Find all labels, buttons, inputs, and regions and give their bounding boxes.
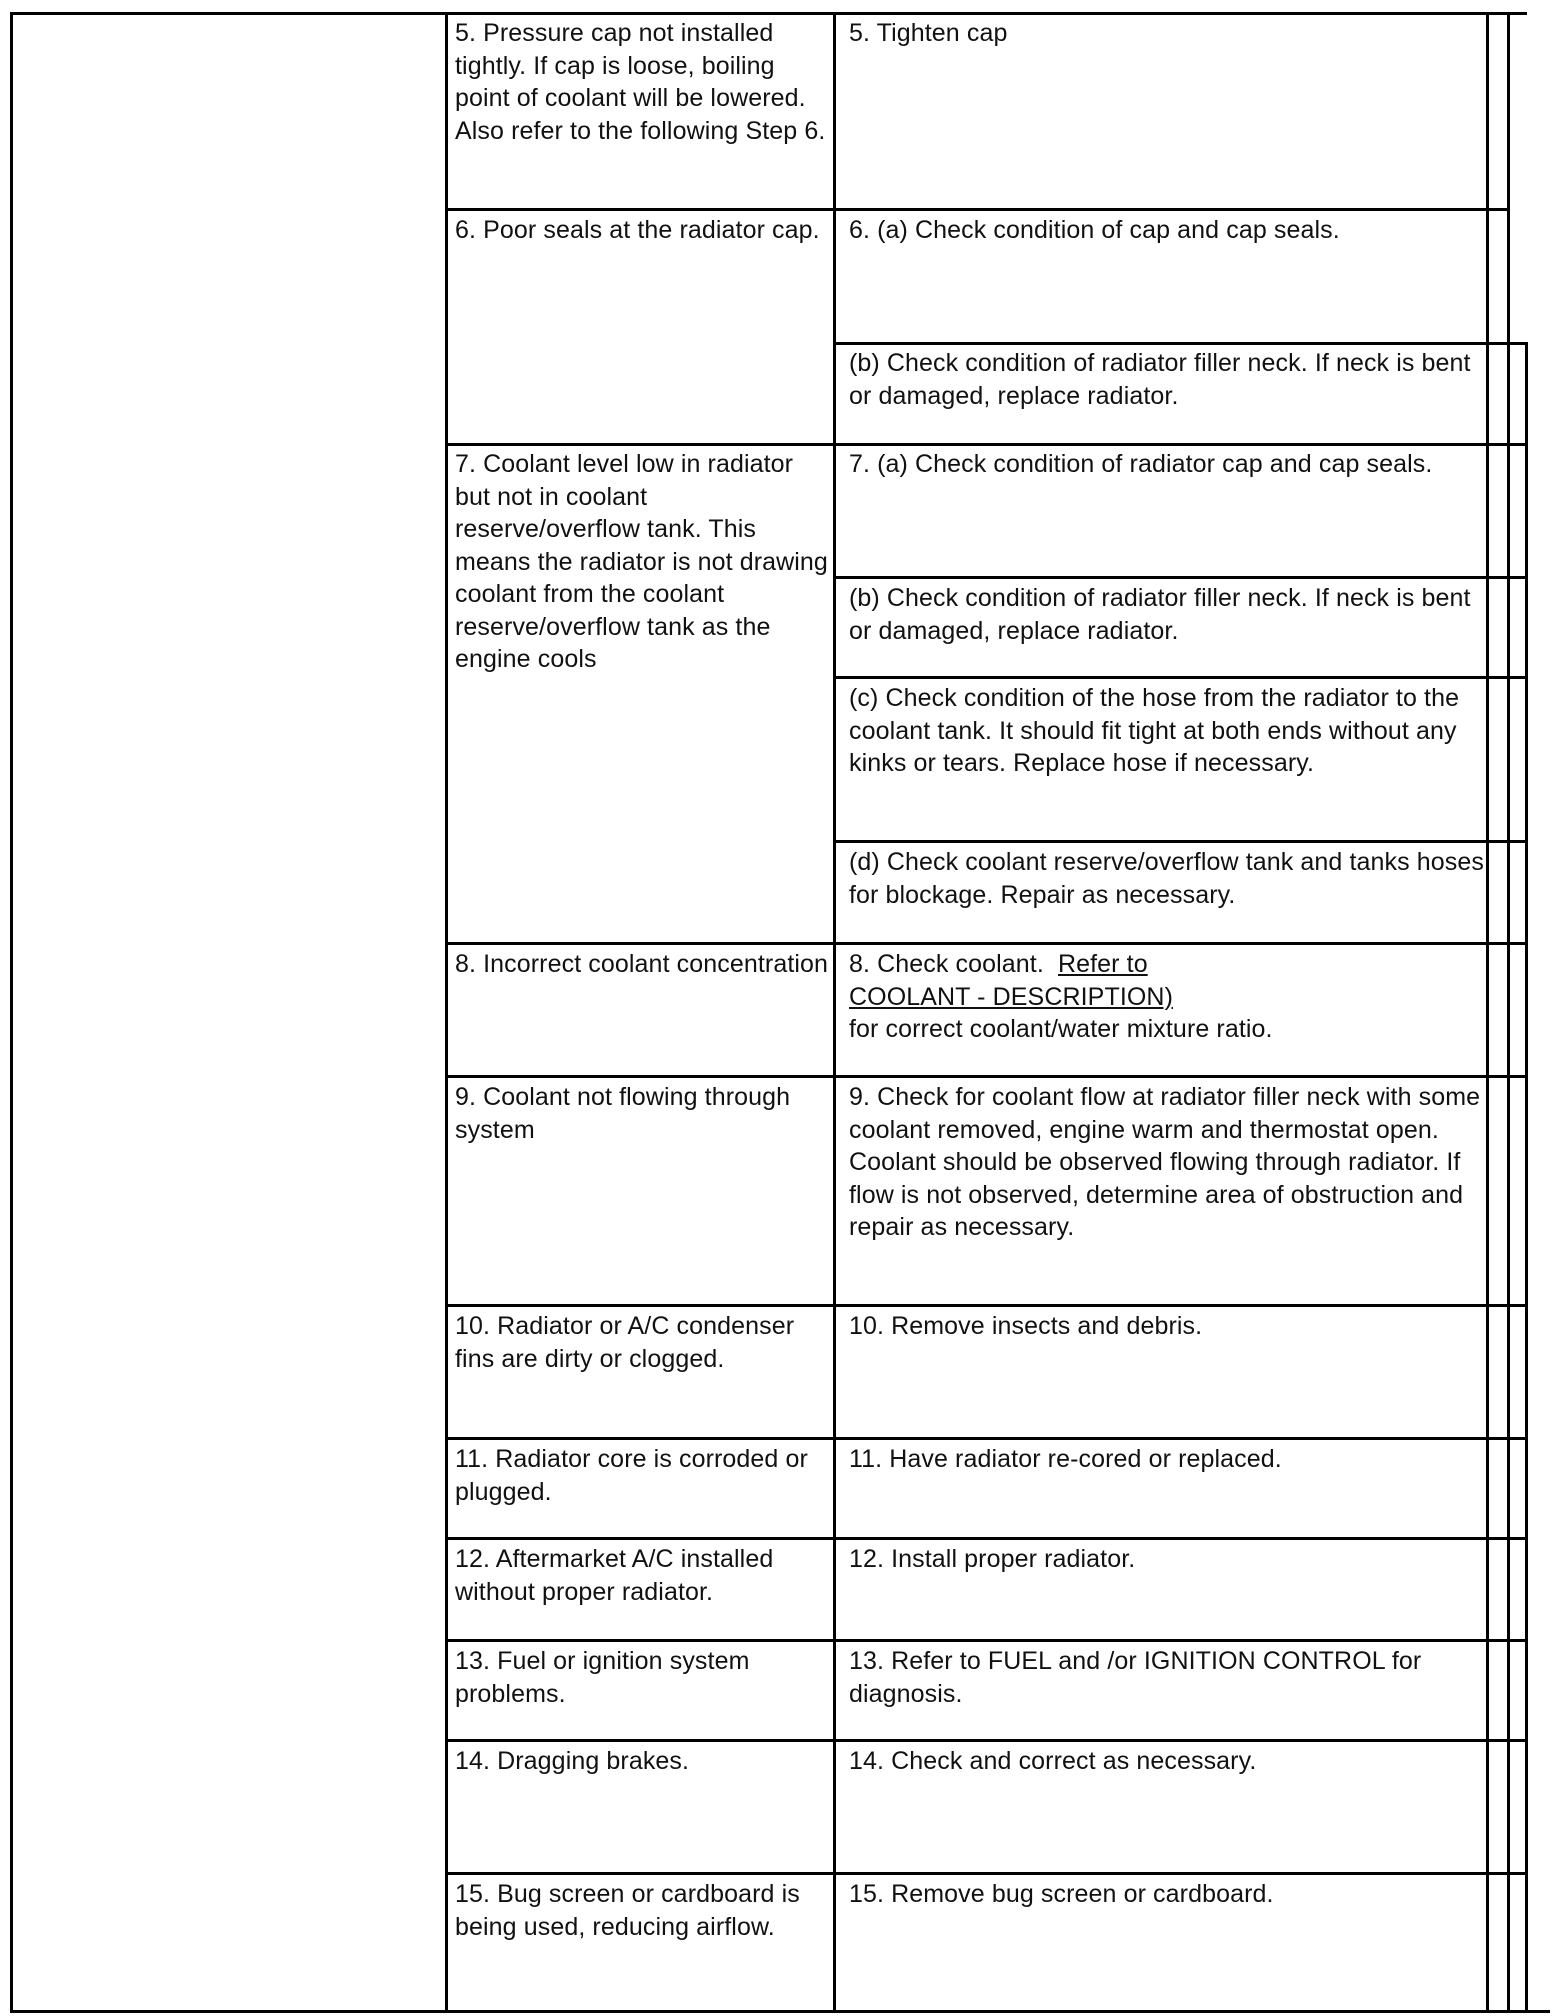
cause-cell: 14. Dragging brakes. [455, 1747, 690, 1775]
row-line [445, 443, 1528, 446]
fix-cell: 6. (a) Check condition of cap and cap seals. [849, 216, 1340, 244]
row-line [445, 1639, 1528, 1642]
row-line [445, 208, 1510, 211]
fix-cell: 15. Remove bug screen or cardboard. [849, 1880, 1274, 1908]
table-top-border [10, 12, 1527, 15]
fix-cell: 12. Install proper radiator. [849, 1545, 1136, 1573]
fix-cell [849, 948, 1499, 1046]
column-divider-check-3 [1525, 342, 1528, 2013]
column-divider-fix [833, 12, 836, 2013]
fix-cell: 10. Remove insects and debris. [849, 1312, 1203, 1340]
cause-cell: 6. Poor seals at the radiator cap. [455, 216, 820, 244]
coolant-description-link[interactable]: COOLANT - DESCRIPTION) [849, 982, 1173, 1011]
row-line [445, 1872, 1528, 1875]
fix-text: 8. Check coolant. [849, 950, 1044, 978]
cause-cell: 15. Bug screen or cardboard is being used, reducing airflow. [455, 1880, 800, 1941]
subrow-line [833, 840, 1528, 843]
fix-cell: 9. Check for coolant flow at radiator filler neck with some coolant removed, engine warm and thermostat open. Coolant should be observed flowing through radiator. If flow is not observed, determine area of obstruction and repair as necessary. [849, 1083, 1481, 1241]
fix-cell: 7. (a) Check condition of radiator cap and cap seals. [849, 450, 1433, 478]
fix-cell: (b) Check condition of radiator filler neck. If neck is bent or damaged, replace radiator. [849, 584, 1471, 645]
row-line [445, 1075, 1528, 1078]
cause-cell: 5. Pressure cap not installed tightly. If cap is loose, boiling point of coolant will be lowered. Also refer to the following Step 6. [455, 19, 826, 145]
fix-text: for correct coolant/water mixture ratio. [849, 1015, 1273, 1043]
fix-cell: (c) Check condition of the hose from the radiator to the coolant tank. It should fit tight at both ends without any kinks or tears. Replace hose if necessary. [849, 684, 1460, 777]
row-line [445, 1537, 1528, 1540]
table-left-border [10, 12, 13, 2013]
fix-cell: (d) Check coolant reserve/overflow tank and tanks hoses for blockage. Repair as necessary. [849, 848, 1484, 909]
cause-cell: 10. Radiator or A/C condenser fins are dirty or clogged. [455, 1312, 795, 1373]
cause-cell: 11. Radiator core is corroded or plugged. [455, 1445, 808, 1506]
fix-cell: 14. Check and correct as necessary. [849, 1747, 1257, 1775]
table-bottom-border [10, 2010, 1550, 2013]
cause-cell: 7. Coolant level low in radiator but not in coolant reserve/overflow tank. This means the radiator is not drawing coolant from the coolant reserve/overflow tank as the engine cools [455, 450, 828, 673]
fix-cell: 11. Have radiator re-cored or replaced. [849, 1445, 1282, 1473]
coolant-description-link[interactable]: Refer to [1057, 950, 1148, 978]
row-line [445, 1304, 1528, 1307]
fix-cell: (b) Check condition of radiator filler neck. If neck is bent or damaged, replace radiator. [849, 349, 1471, 410]
row-line [445, 942, 1528, 945]
row-line [445, 1739, 1528, 1742]
column-divider-check-2 [1507, 12, 1510, 2013]
cause-cell: 12. Aftermarket A/C installed without proper radiator. [455, 1545, 774, 1606]
fix-cell: 13. Refer to FUEL and /or IGNITION CONTROL for diagnosis. [849, 1647, 1422, 1708]
column-divider-cause [445, 12, 448, 2013]
subrow-line [833, 342, 1528, 345]
subrow-line [833, 576, 1528, 579]
cause-cell: 9. Coolant not flowing through system [455, 1083, 791, 1144]
fix-cell: 5. Tighten cap [849, 19, 1008, 47]
row-line [445, 1437, 1528, 1440]
cause-cell: 8. Incorrect coolant concentration [455, 950, 829, 978]
subrow-line [833, 676, 1528, 679]
cause-cell: 13. Fuel or ignition system problems. [455, 1647, 750, 1708]
